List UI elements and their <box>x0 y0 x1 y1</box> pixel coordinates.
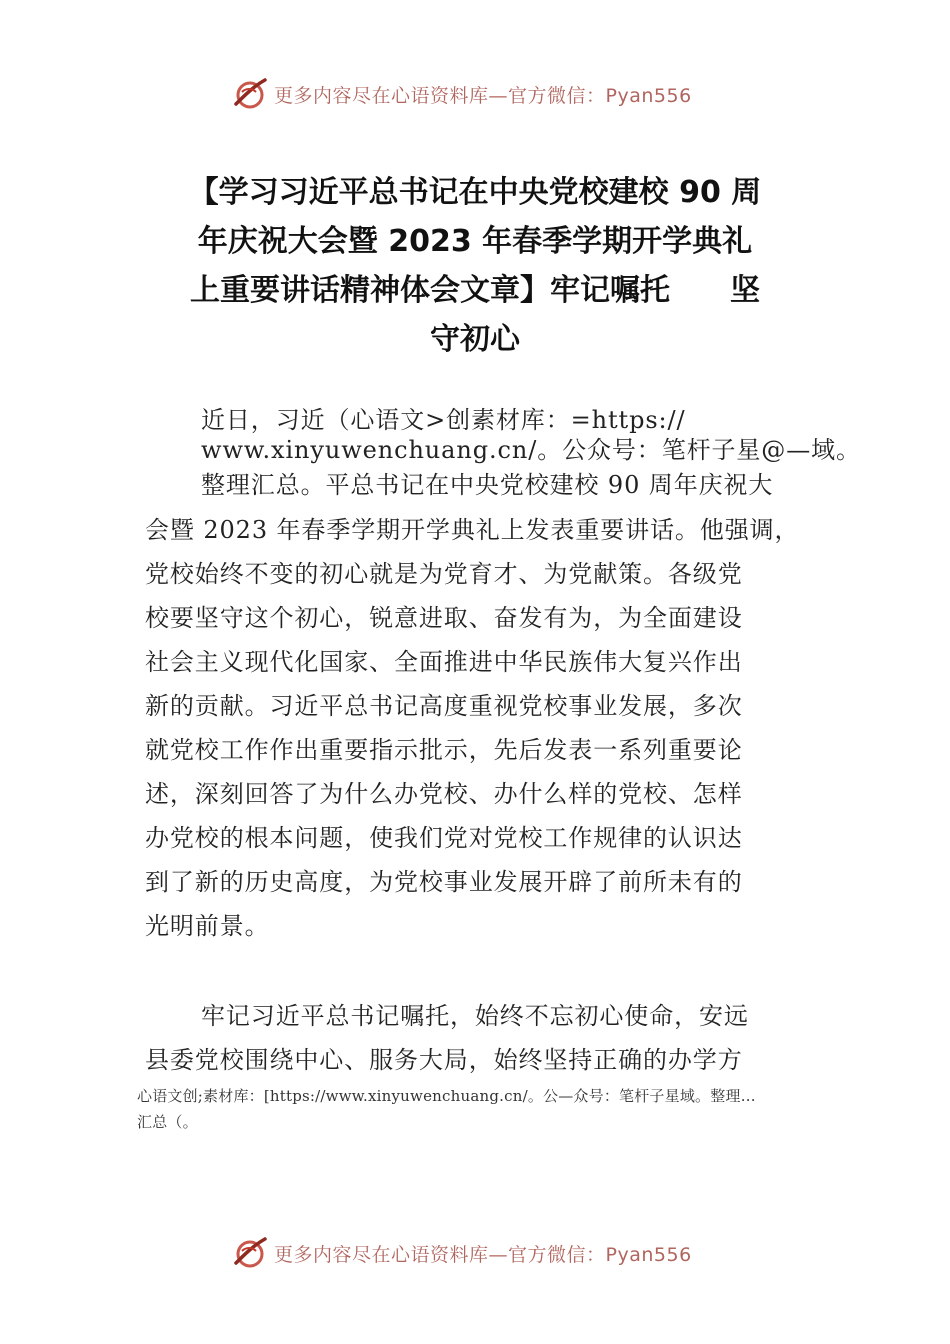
paragraph-line: 校要坚守这个初心，锐意进取、奋发有为，为全面建设 <box>145 604 743 632</box>
banner-text: 更多内容尽在心语资料库—官方微信：Pyan556 <box>274 1243 692 1266</box>
wechat-id: Pyan556 <box>605 84 692 107</box>
brush-stroke-logo-icon <box>232 76 268 112</box>
title-line: 年庆祝大会暨 2023 年春季学期开学典礼 <box>197 224 753 259</box>
paragraph-line: 办党校的根本问题，使我们党对党校工作规律的认识达 <box>145 824 743 852</box>
title-line: 【学习习近平总书记在中央党校建校 90 周 <box>188 175 762 210</box>
paragraph-line: 就党校工作作出重要指示批示，先后发表一系列重要论 <box>145 736 743 764</box>
paragraph-line: www.xinyuwenchuang.cn/。公众号：笔杆子星@—域。 <box>201 436 861 464</box>
paragraph-line: 到了新的历史高度，为党校事业发展开辟了前所未有的 <box>145 868 743 896</box>
paragraph-line: 社会主义现代化国家、全面推进中华民族伟大复兴作出 <box>145 648 743 676</box>
paragraph-line: 光明前景。 <box>145 912 270 940</box>
title-line: 上重要讲话精神体会文章】牢记嘱托 坚 <box>190 273 760 308</box>
paragraph-line: 近日，习近（心语文>创素材库：=https:// <box>201 406 686 434</box>
paragraph-line: 整理汇总。平总书记在中央党校建校 90 周年庆祝大 <box>201 471 774 499</box>
footnote-line: 心语文创;素材库：[https://www.xinyuwenchuang.cn/。公—众号：笔杆子星域。整理… <box>137 1087 756 1105</box>
paragraph-line: 牢记习近平总书记嘱托，始终不忘初心使命，安远 <box>201 1002 749 1030</box>
paragraph-line: 新的贡献。习近平总书记高度重视党校事业发展，多次 <box>145 692 743 720</box>
banner-text: 更多内容尽在心语资料库—官方微信：Pyan556 <box>274 84 692 107</box>
paragraph-line: 述，深刻回答了为什么办党校、办什么样的党校、怎样 <box>145 780 743 808</box>
paragraph-line: 党校始终不变的初心就是为党育才、为党献策。各级党 <box>145 560 743 588</box>
brush-stroke-logo-icon <box>232 1235 268 1271</box>
header-banner <box>232 74 692 114</box>
document-title <box>140 168 810 364</box>
footer-banner <box>232 1233 692 1273</box>
footnote-line: 汇总（。 <box>137 1113 198 1131</box>
paragraph-line: 县委党校围绕中心、服务大局，始终坚持正确的办学方 <box>145 1046 743 1074</box>
title-line: 守初心 <box>430 322 520 357</box>
paragraph-line: 会暨 2023 年春季学期开学典礼上发表重要讲话。他强调， <box>145 516 800 544</box>
wechat-id: Pyan556 <box>605 1243 692 1266</box>
